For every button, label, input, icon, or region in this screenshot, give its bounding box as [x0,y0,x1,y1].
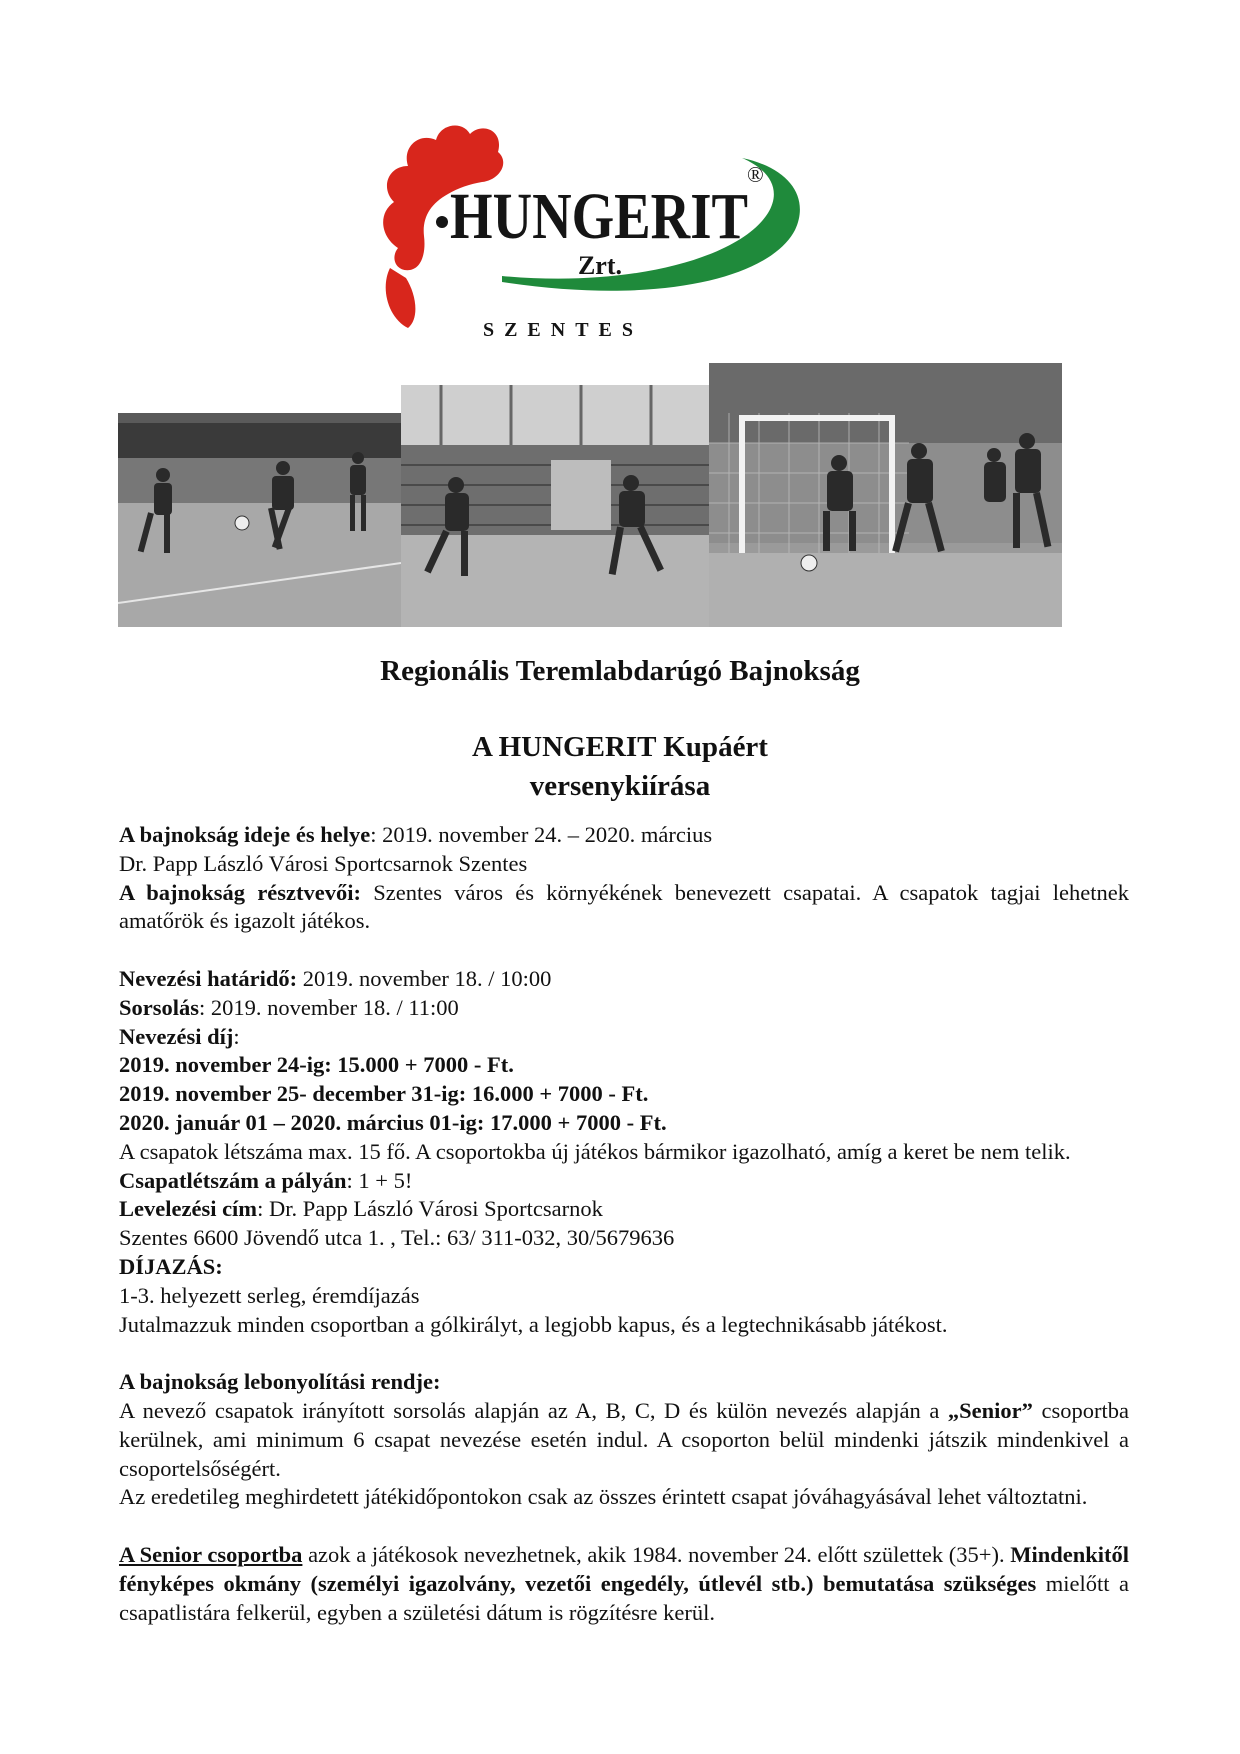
senior-label: A Senior csoportba [119,1541,303,1567]
fee-tier-2: 2019. november 25- december 31-ig: 16.000 + 7000 - Ft. [119,1081,649,1107]
fee-label: Nevezési díj [119,1023,234,1049]
deadline-value: 2019. november 18. / 10:00 [297,965,552,991]
senior-paragraph: A Senior csoportba azok a játékosok nevezhetnek, akik 1984. november 24. előtt születtek (35+). Mindenkitől fényképes okmány (személyi igazolvány, vezetői engedély, útlevél stb.) bemutatása szükséges mielőtt a csapatlistára felkerül, egyben a születési dátum is rögzítésre kerül. [119,1541,1130,1625]
deadline-label: Nevezési határidő: [119,965,298,991]
document-body [119,821,1129,1627]
awards-label: DÍJAZÁS: [119,1253,223,1279]
championship-title: Regionális Teremlabdarúgó Bajnokság [380,655,860,687]
futsal-action-photo-2 [401,385,709,627]
participants-label: A bajnokság résztvevői: [119,879,362,905]
draw-line [119,994,1129,1023]
format-paragraph-2: Az eredetileg meghirdetett játékidőpontokon csak az összes érintett csapat jóváhagyásával lehet változtatni. [119,1484,1088,1510]
mailing-value: : Dr. Papp László Városi Sportcsarnok [257,1196,603,1222]
mailing-line [119,1195,1129,1224]
format-paragraph-1: A nevező csapatok irányított sorsolás alapján az A, B, C, D és külön nevezés alapján a „Senior” csoportba kerülnek, ami minimum 6 csapat nevezése esetén indul. A csoporton belül mindenki játszik mindenkivel a csoportelsőségért. [119,1397,1129,1481]
format-label: A bajnokság lebonyolítási rendje: [119,1369,441,1395]
futsal-action-photo-1 [118,413,401,627]
mailing-label: Levelezési cím [119,1196,258,1222]
mailing-address: Szentes 6600 Jövendő utca 1. , Tel.: 63/ 311-032, 30/5679636 [119,1225,675,1251]
logo-brand-text: HUNGERIT [450,180,748,253]
logo-rooster-wattle [386,268,416,328]
participants-paragraph [119,879,1129,937]
deadline-line [119,965,1129,994]
time-place-label: A bajnokság ideje és helye [119,822,371,847]
venue-line: Dr. Papp László Városi Sportcsarnok Szentes [119,850,528,876]
draw-label: Sorsolás [119,994,200,1020]
logo-registered-mark: ® [747,162,764,187]
draw-value: : 2019. november 18. / 11:00 [199,994,459,1020]
id-document-requirement: Mindenkitől fényképes okmány (személyi igazolvány, vezetői engedély, útlevél stb.) bemutatása szükséges [119,1541,1130,1596]
cup-title: A HUNGERIT Kupáért [472,731,768,763]
fee-line [119,1023,1129,1052]
on-pitch-line [119,1167,1129,1196]
senior-quote: „Senior” [947,1397,1033,1423]
fee-tier-1: 2019. november 24-ig: 15.000 + 7000 - Ft. [119,1052,514,1078]
on-pitch-label: Csapatlétszám a pályán [119,1167,347,1193]
time-place-value: : 2019. november 24. – 2020. március [370,822,713,847]
logo-city-text: SZENTES [482,319,644,341]
logo-rooster-eye [436,216,448,228]
futsal-action-photo-3 [709,363,1062,627]
on-pitch-value: : 1 + 5! [346,1167,413,1193]
awards-line-1: 1-3. helyezett serleg, éremdíjazás [119,1282,420,1308]
hungerit-logo [370,118,870,348]
squad-size-paragraph: A csapatok létszáma max. 15 fő. A csoportokba új játékos bármikor igazolható, amíg a keret be nem telik. [119,1138,1071,1164]
time-place-line [119,821,1129,850]
announcement-subtitle: versenykiírása [529,770,711,802]
logo-company-form: Zrt. [577,251,623,280]
participants-value: Szentes város és környékének benevezett csapatai. A csapatok tagjai lehetnek amatőrök és igazolt játékos. [119,879,1129,934]
fee-colon: : [233,1023,240,1049]
fee-tier-3: 2020. január 01 – 2020. március 01-ig: 17.000 + 7000 - Ft. [119,1109,667,1135]
awards-line-2: Jutalmazzuk minden csoportban a gólkirályt, a legjobb kapus, és a legtechnikásabb játékost. [119,1311,948,1337]
